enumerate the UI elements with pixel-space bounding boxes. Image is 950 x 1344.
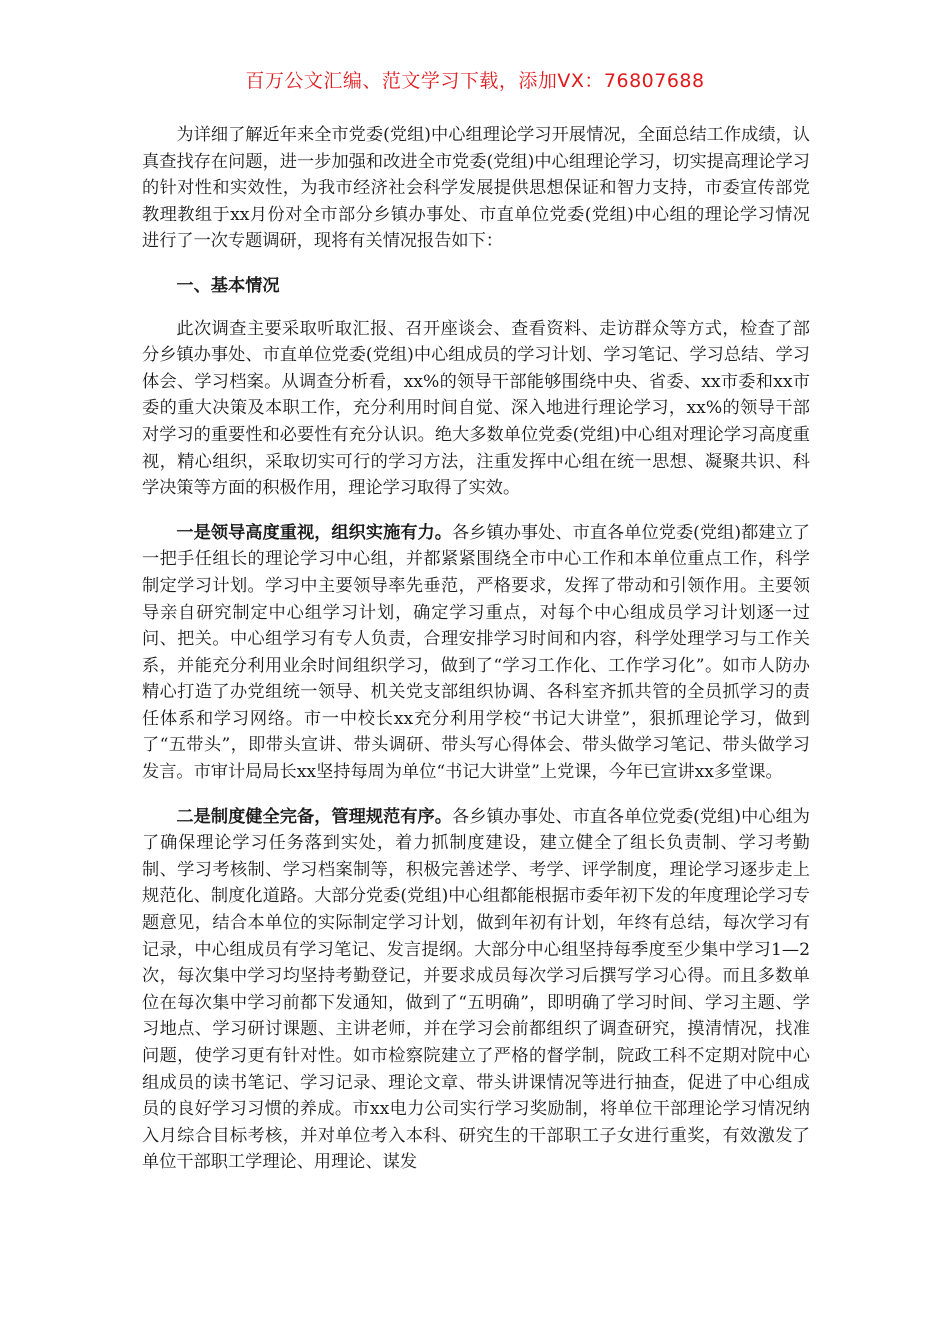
point-one-lead: 一是领导高度重视，组织实施有力。: [176, 522, 453, 543]
header-banner: 百万公文汇编、范文学习下载，添加VX：76807688: [245, 70, 705, 92]
document-body: [142, 122, 810, 1194]
section-heading-basic: 一、基本情况: [176, 275, 280, 296]
point-two-paragraph: [142, 804, 810, 1176]
intro-paragraph: 为详细了解近年来全市党委(党组)中心组理论学习开展情况，全面总结工作成绩，认真查找存在问题，进一步加强和改进全市党委(党组)中心组理论学习，切实提高理论学习的针对性和实效性，为我市经济社会科学发展提供思想保证和智力支持，市委宣传部党教理教组于xx月份对全市部分乡镇办事处、市直单位党委(党组)中心组的理论学习情况进行了一次专题调研，现将有关情况报告如下：: [142, 125, 810, 252]
point-one-body: 各乡镇办事处、市直各单位党委(党组)都建立了一把手任组长的理论学习中心组，并都紧紧围绕全市中心工作和本单位重点工作，科学制定学习计划。学习中主要领导率先垂范，严格要求，发挥了带动和引领作用。主要领导亲自研究制定中心组学习计划，确定学习重点，对每个中心组成员学习计划逐一过问、把关。中心组学习有专人负责，合理安排学习时间和内容，科学处理学习与工作关系，并能充分利用业余时间组织学习，做到了“学习工作化、工作学习化”。如市人防办精心打造了办党组统一领导、机关党支部组织协调、各科室齐抓共管的全员抓学习的责任体系和学习网络。市一中校长xx充分利用学校“书记大讲堂”，狠抓理论学习，做到了“五带头”，即带头宣讲、带头调研、带头写心得体会、带头做学习笔记、带头做学习发言。市审计局局长xx坚持每周为单位“书记大讲堂”上党课，今年已宣讲xx多堂课。: [142, 522, 810, 783]
point-two-body: 各乡镇办事处、市直各单位党委(党组)中心组为了确保理论学习任务落到实处，着力抓制度建设，建立健全了组长负责制、学习考勤制、学习考核制、学习档案制等，积极完善述学、考学、评学制度，理论学习逐步走上规范化、制度化道路。大部分党委(党组)中心组都能根据市委年初下发的年度理论学习专题意见，结合本单位的实际制定学习计划，做到年初有计划，年终有总结，每次学习有记录，中心组成员有学习笔记、发言提纲。大部分中心组坚持每季度至少集中学习1—2次，每次集中学习均坚持考勤登记，并要求成员每次学习后撰写学习心得。而且多数单位在每次集中学习前都下发通知，做到了“五明确”，即明确了学习时间、学习主题、学习地点、学习研讨课题、主讲老师，并在学习会前都组织了调查研究，摸清情况，找准问题，使学习更有针对性。如市检察院建立了严格的督学制，院政工科不定期对院中心组成员的读书笔记、学习记录、理论文章、带头讲课情况等进行抽查，促进了中心组成员的良好学习习惯的养成。市xx电力公司实行学习奖励制，将单位干部理论学习情况纳入月综合目标考核，并对单位考入本科、研究生的干部职工子女进行重奖，有效激发了单位干部职工学理论、用理论、谋发: [142, 806, 810, 1173]
point-one-paragraph: [142, 520, 810, 786]
basic-situation-paragraph: 此次调查主要采取听取汇报、召开座谈会、查看资料、走访群众等方式，检查了部分乡镇办事处、市直单位党委(党组)中心组成员的学习计划、学习笔记、学习总结、学习体会、学习档案。从调查分析看，xx%的领导干部能够围绕中央、省委、xx市委和xx市委的重大决策及本职工作，充分利用时间自觉、深入地进行理论学习，xx%的领导干部对学习的重要性和必要性有充分认识。绝大多数单位党委(党组)中心组对理论学习高度重视，精心组织，采取切实可行的学习方法，注重发挥中心组在统一思想、凝聚共识、科学决策等方面的积极作用，理论学习取得了实效。: [142, 318, 810, 499]
point-two-lead: 二是制度健全完备，管理规范有序。: [176, 806, 453, 827]
